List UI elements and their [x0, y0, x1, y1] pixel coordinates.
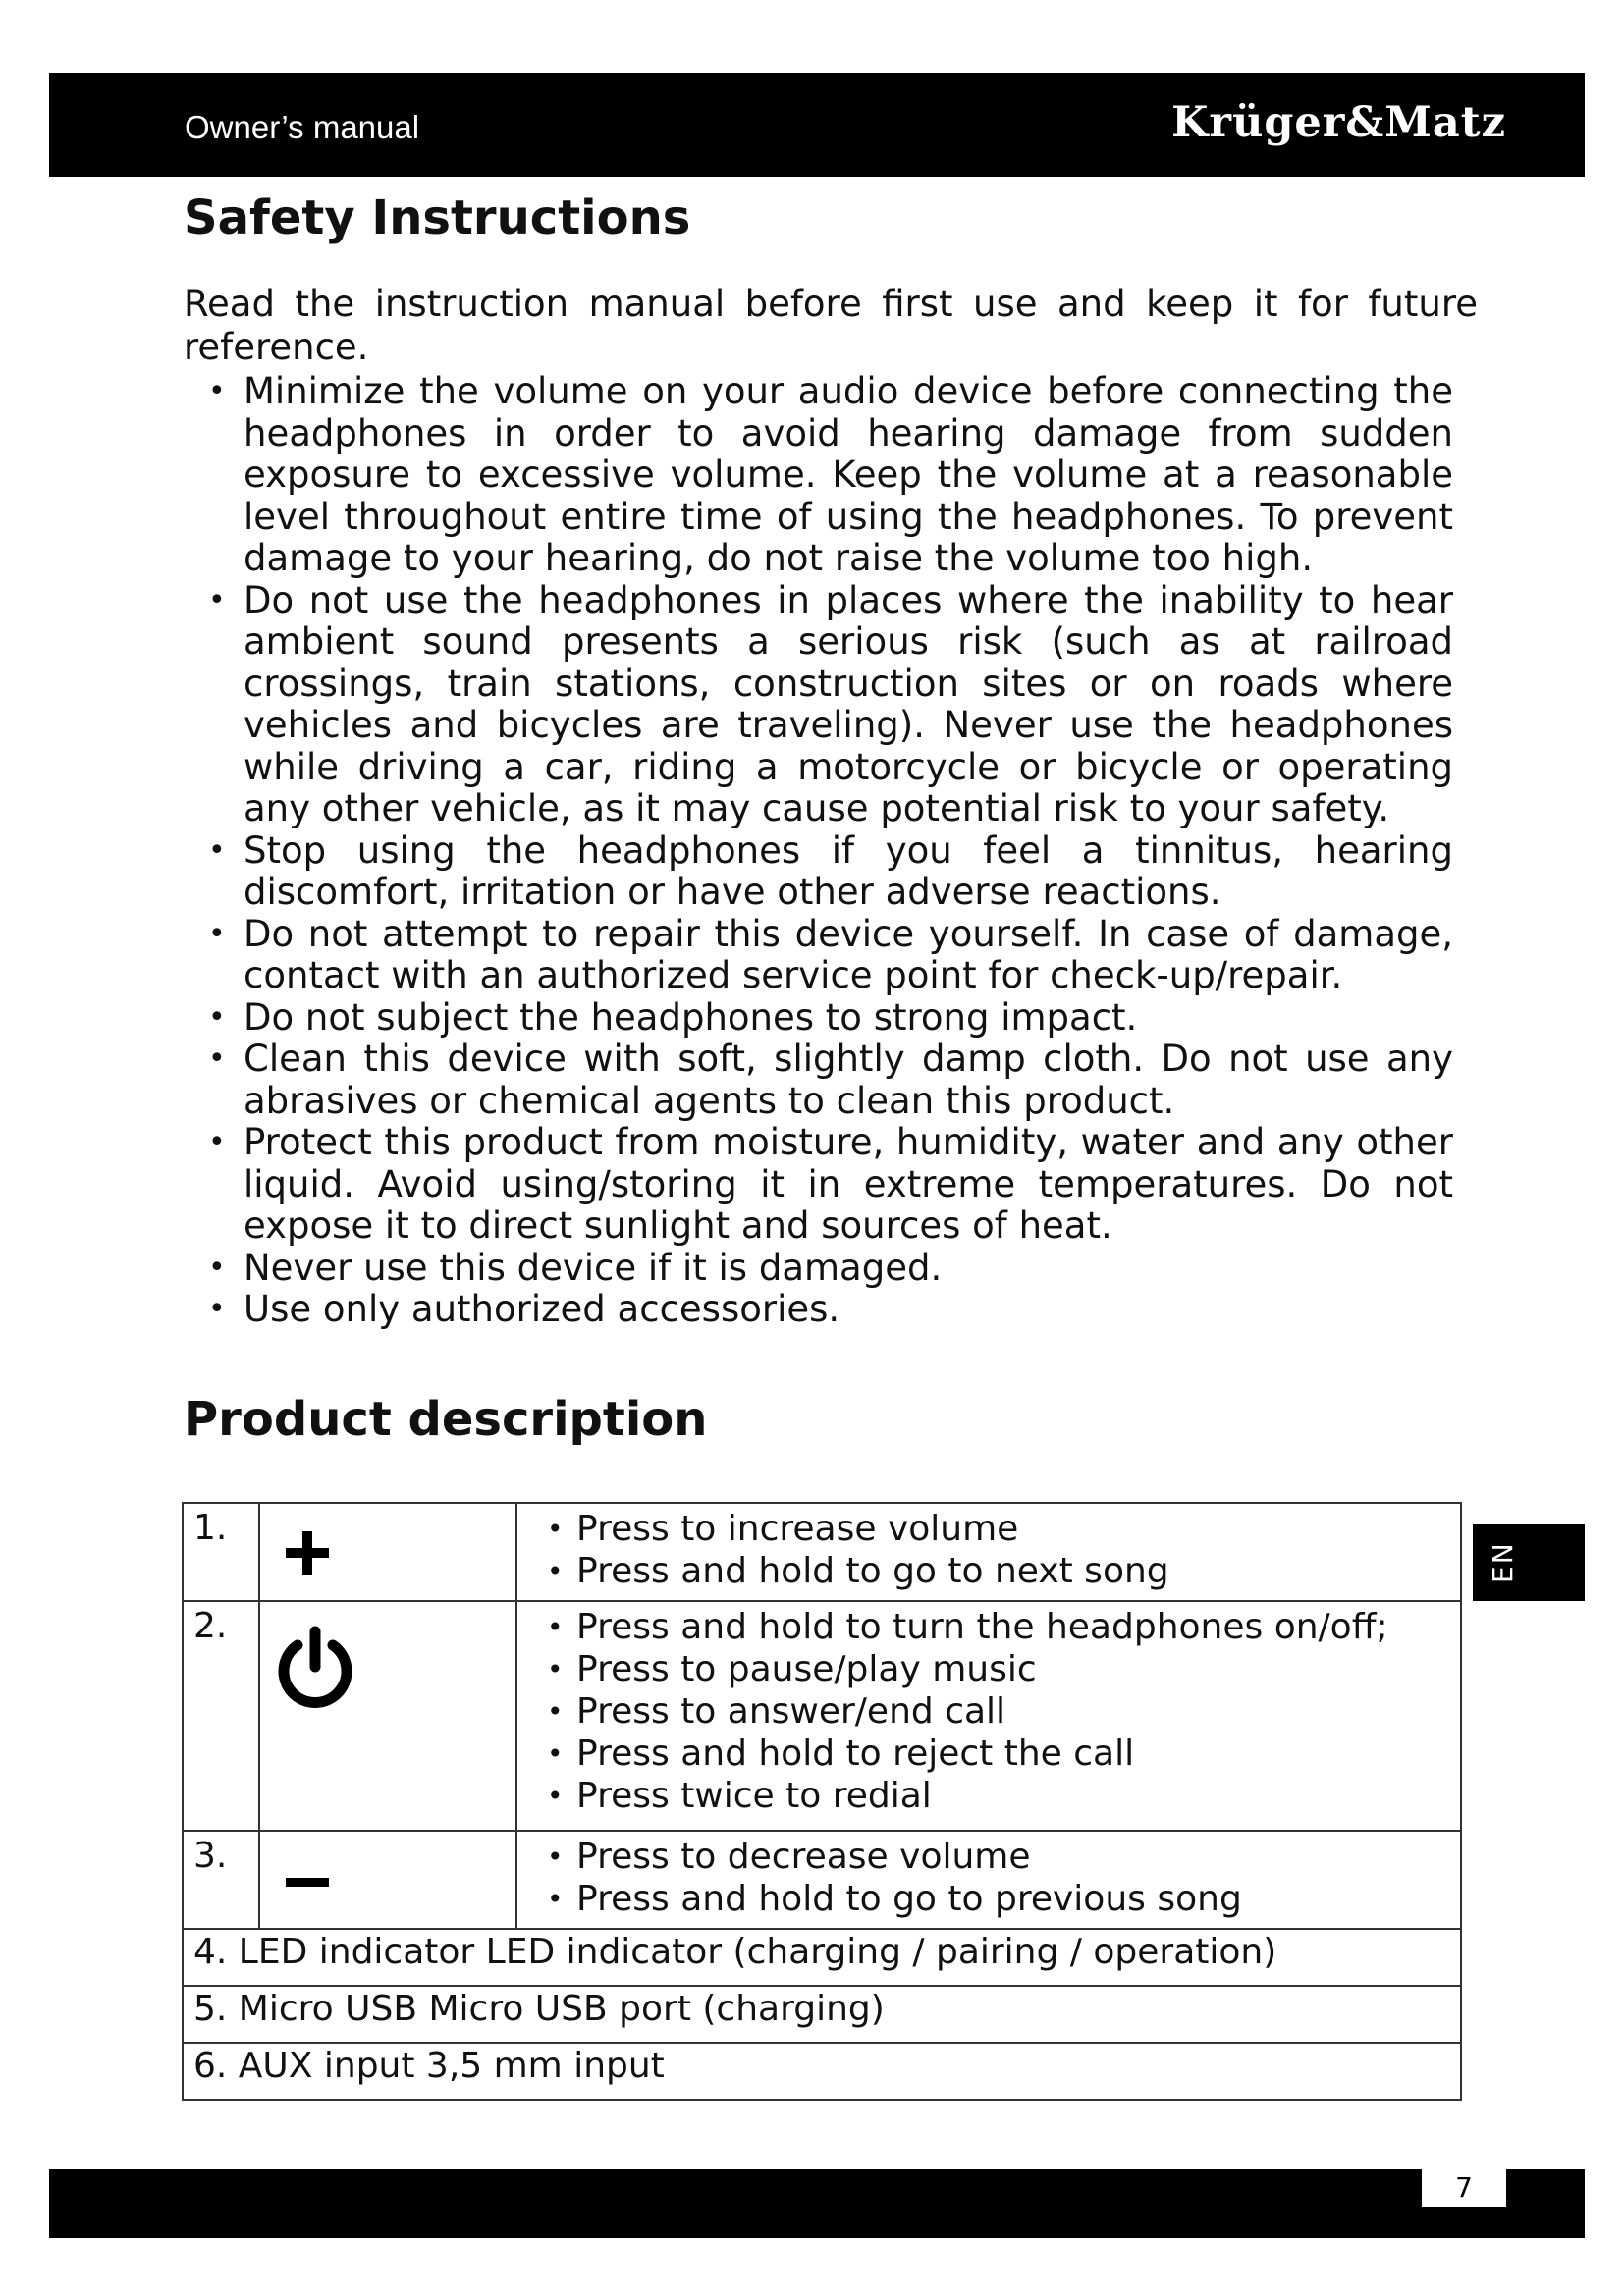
table-row	[183, 1986, 1461, 2043]
icon-cell	[259, 1601, 516, 1831]
table-cell: 5. Micro USB Micro USB port (charging)	[183, 1986, 1461, 2043]
product-heading: Product description	[184, 1392, 708, 1447]
page-footer	[49, 2169, 1585, 2238]
page-header	[49, 73, 1585, 177]
icon-cell	[259, 1503, 516, 1601]
list-item: • Do not attempt to repair this device yourself. In case of damage, contact with an authorized service point for check-up/repair.	[208, 914, 1453, 997]
list-item: • Use only authorized accessories.	[208, 1289, 1453, 1331]
row-number: 1.	[183, 1503, 259, 1601]
list-item: • Press and hold to go to previous song	[547, 1878, 1460, 1920]
list-item: • Minimize the volume on your audio device before connecting the headphones in order to avoid hearing damage from sudden exposure to excessive volume. Keep the volume at a reasonable level throughout entire time of using the headphones. To prevent damage to your hearing, do not raise the volume too high.	[208, 371, 1453, 580]
safety-intro: Read the instruction manual before first use and keep it for future reference.	[184, 283, 1478, 368]
list-item: • Press to answer/end call	[547, 1690, 1460, 1733]
row-number: 3.	[183, 1831, 259, 1929]
description-cell	[516, 1831, 1461, 1929]
power-icon	[270, 1624, 360, 1714]
list-item: • Press and hold to turn the headphones on/off;	[547, 1606, 1460, 1648]
list-item: • Clean this device with soft, slightly damp cloth. Do not use any abrasives or chemical agents to clean this product.	[208, 1039, 1453, 1122]
list-item: • Press to pause/play music	[547, 1648, 1460, 1690]
table-cell: 6. AUX input 3,5 mm input	[183, 2043, 1461, 2100]
row-number: 2.	[183, 1601, 259, 1831]
table-row	[183, 2043, 1461, 2100]
table-row	[183, 1929, 1461, 1986]
minus-icon	[278, 1853, 337, 1912]
list-item: • Press and hold to reject the call	[547, 1733, 1460, 1775]
list-item: • Press to increase volume	[547, 1508, 1460, 1550]
table-cell: 4. LED indicator LED indicator (charging / pairing / operation)	[183, 1929, 1461, 1986]
product-table	[182, 1502, 1462, 2101]
safety-heading: Safety Instructions	[184, 190, 691, 245]
list-item: • Press and hold to go to next song	[547, 1550, 1460, 1592]
list-item: • Never use this device if it is damaged.	[208, 1248, 1453, 1290]
list-item: • Press to decrease volume	[547, 1836, 1460, 1878]
list-item: • Do not use the headphones in places where the inability to hear ambient sound presents a serious risk (such as at railroad crossings, train stations, construction sites or on roads where vehicles and bicycles are traveling). Never use the headphones while driving a car, riding a motorcycle or bicycle or operating any other vehicle, as it may cause potential risk to your safety.	[208, 580, 1453, 830]
list-item: • Stop using the headphones if you feel a tinnitus, hearing discomfort, irritation or have other adverse reactions.	[208, 830, 1453, 914]
safety-list	[208, 371, 1453, 1331]
language-tab	[1473, 1524, 1585, 1601]
plus-icon	[278, 1523, 337, 1582]
table-row	[183, 1503, 1461, 1601]
brand-logo: Krüger&Matz	[1171, 98, 1506, 147]
list-item: • Press twice to redial	[547, 1775, 1460, 1817]
header-title: Owner’s manual	[185, 109, 420, 145]
icon-cell	[259, 1831, 516, 1929]
table-row	[183, 1831, 1461, 1929]
language-label: EN	[1487, 1541, 1519, 1583]
list-item: • Protect this product from moisture, humidity, water and any other liquid. Avoid using/storing it in extreme temperatures. Do not expose it to direct sunlight and sources of heat.	[208, 1122, 1453, 1248]
description-cell	[516, 1601, 1461, 1831]
list-item: • Do not subject the headphones to strong impact.	[208, 997, 1453, 1040]
table-row	[183, 1601, 1461, 1831]
page-number: 7	[1422, 2169, 1506, 2207]
description-cell	[516, 1503, 1461, 1601]
